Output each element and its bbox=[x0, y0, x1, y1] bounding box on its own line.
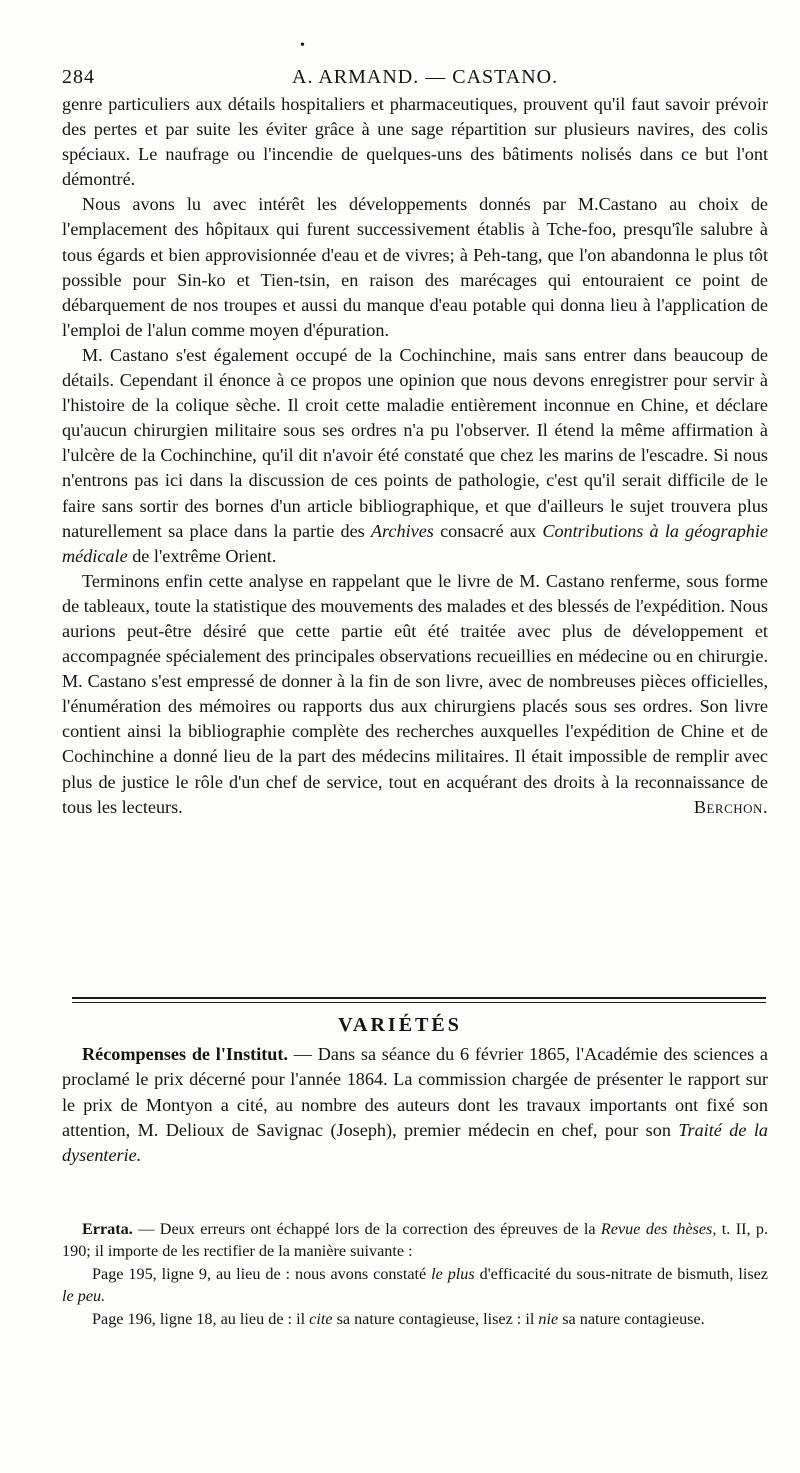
errata-item-2-text-c: sa nature contagieuse. bbox=[562, 1309, 705, 1328]
varietes-text: — Dans sa séance du 6 février 1865, l'Académie des sciences a proclamé le prix décerné pour l'année 1864. La commission chargée de présenter le rapport sur le prix de Montyon a cité, au nombre des auteurs dont les travaux importants ont fixé son attention, M. Delioux de Savignac (Joseph), premier médecin en chef, pour son bbox=[62, 1044, 768, 1140]
errata-item-2-text-a: Page 196, ligne 18, au lieu de : il bbox=[92, 1309, 306, 1328]
review-paragraph-4 bbox=[62, 569, 768, 820]
errata-item-1-right: le peu. bbox=[62, 1287, 106, 1306]
contributions-title: Contributions à la géographie médicale bbox=[62, 520, 769, 566]
review-paragraph-1: genre particuliers aux détails hospitaliers et pharmaceutiques, prouvent qu'il faut savoir prévoir des pertes et par suite les éviter grâce à une sage répartition sur plusieurs navires, des colis spéciaux. Le naufrage ou l'incendie de quelques-uns des bâtiments nolisés dans ce but l'ont démontré. bbox=[62, 94, 768, 190]
review-paragraph-3-text-c: de l'extrême Orient. bbox=[132, 545, 277, 566]
review-paragraph-3-text-a: M. Castano s'est également occupé de la Cochinchine, mais sans entrer dans beaucoup de détails. Cependant il énonce à ce propos une opinion que nous devons enregistrer pour servir à l'histoire de la colique sèche. Il croit cette maladie entièrement inconnue en Chine, et déclare qu'aucun chirurgien militaire sous ses ordres n'a pu l'observer. Il étend la même affirmation à l'ulcère de la Cochinchine, qu'il dit n'avoir été constaté que chez les marins de l'escadre. Si nous n'entrons pas ici dans la discussion de ces points de pathologie, c'est qu'il serait difficile de le faire sans sortir des bornes d'un article bibliographique, et que d'ailleurs le sujet trouvera plus naturellement sa place dans la partie des bbox=[62, 344, 768, 541]
section-divider bbox=[72, 997, 766, 999]
errata-item-1-wrong: le plus bbox=[431, 1264, 475, 1283]
section-title: VARIÉTÉS bbox=[338, 1014, 462, 1036]
errata-item-1-text-b: d'efficacité du sous-nitrate de bismuth, lisez bbox=[479, 1264, 768, 1283]
review-body bbox=[62, 92, 768, 820]
varietes-body bbox=[62, 1042, 768, 1168]
running-title: A. ARMAND. — CASTANO. bbox=[292, 66, 559, 88]
varietes-paragraph bbox=[62, 1042, 768, 1168]
section-divider-thin bbox=[72, 1002, 766, 1003]
running-head bbox=[62, 64, 760, 90]
errata-item-2-text-b: sa nature contagieuse, lisez : il bbox=[336, 1309, 535, 1328]
errata-item-1 bbox=[62, 1263, 768, 1308]
signature: Berchon. bbox=[693, 796, 768, 817]
review-paragraph-3 bbox=[62, 343, 768, 569]
review-paragraph-2: Nous avons lu avec intérêt les développements donnés par M.Castano au choix de l'emplacement des hôpitaux qui furent successivement établis à Tche-foo, presqu'île salubre à tous égards et bien approvisionnée d'eau et de vivres; à Peh-tang, que l'on abandonna le plus tôt possible pour Sin-ko et Tien-tsin, en raison des marécages qui entouraient ce point de débarquement de nos troupes et aussi du manque d'eau potable qui donna lieu à l'application de l'emploi de l'alun comme moyen d'épuration. bbox=[62, 194, 768, 340]
printer-mark: • bbox=[300, 38, 305, 53]
errata-intro bbox=[62, 1218, 768, 1263]
errata-item-2-wrong: cite bbox=[309, 1309, 333, 1328]
errata-item-2 bbox=[62, 1308, 768, 1330]
review-paragraph-3-text-b: consacré aux bbox=[440, 520, 537, 541]
errata-item-1-text-a: Page 195, ligne 9, au lieu de : nous avons constaté bbox=[92, 1264, 427, 1283]
errata-item-2-right: nie bbox=[538, 1309, 559, 1328]
archives-title: Archives bbox=[370, 520, 434, 541]
errata-block bbox=[62, 1218, 768, 1330]
review-paragraph-4-text: Terminons enfin cette analyse en rappelant que le livre de M. Castano renferme, sous forme de tableaux, toute la statistique des mouvements des malades et des blessés de l'expédition. Nous aurions peut-être désiré que cette partie eût été traitée avec plus de développement et accompagnée spécialement des principales observations recueillies en médecine ou en chirurgie. M. Castano s'est empressé de donner à la fin de son livre, avec de nombreuses pièces officielles, l'énumération des mémoires ou rapports dus aux chirurgiens placés sous ses ordres. Son livre contient ainsi la bibliographie complète des recherches auxquelles l'expédition de Chine et de Cochinchine a donné lieu de la part des médecins militaires. Il était impossible de remplir avec plus de justice le rôle d'un chef de service, tout en acquérant des droits à la reconnaissance de tous les lecteurs. bbox=[62, 570, 768, 817]
varietes-runin-heading: Récompenses de l'Institut. bbox=[82, 1044, 289, 1064]
journal-title: Revue des thèses, bbox=[600, 1220, 717, 1238]
errata-text-a: — Deux erreurs ont échappé lors de la correction des épreuves de la bbox=[138, 1220, 596, 1238]
page-number: 284 bbox=[62, 66, 95, 88]
errata-runin-heading: Errata. bbox=[82, 1220, 133, 1238]
errata-text-b: t. II, p. 190; il importe de les rectifier de la manière suivante : bbox=[62, 1220, 769, 1261]
treatise-title: Traité de la dysenterie. bbox=[62, 1119, 768, 1166]
